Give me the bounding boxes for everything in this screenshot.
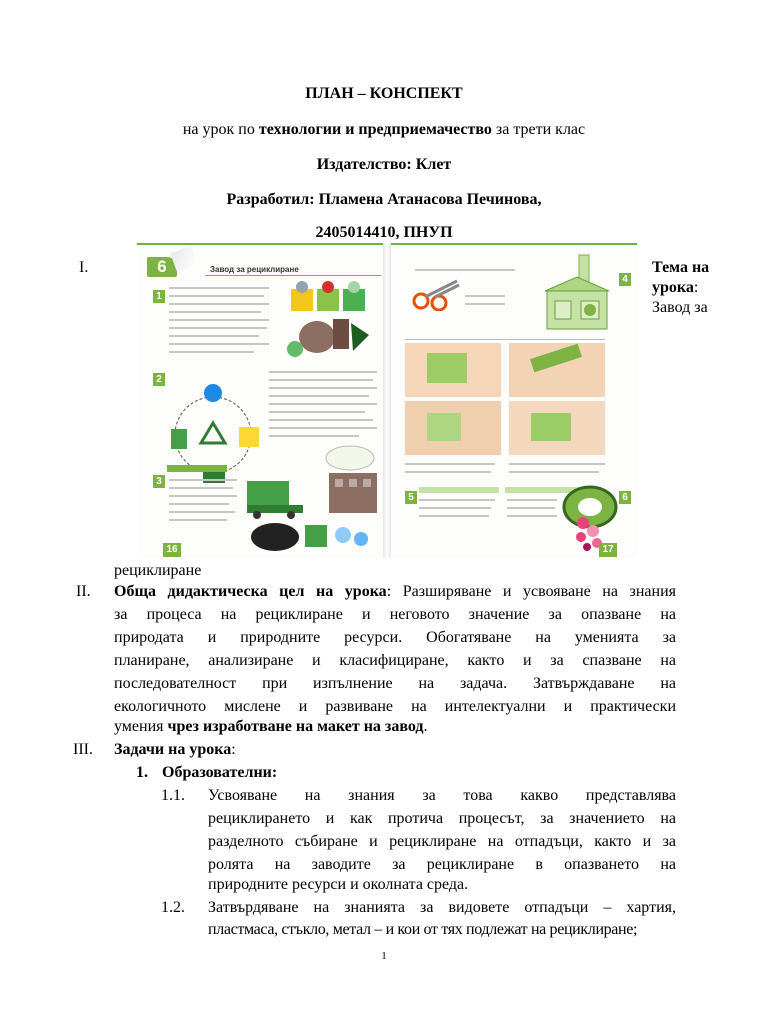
step-1-marker: 1 [153, 290, 165, 303]
scissors-icon [411, 277, 461, 311]
chapter-title: Завод за рециклиране [210, 265, 299, 274]
section-2-numeral: II. [76, 583, 91, 600]
item-1-1-number: 1.1. [161, 787, 185, 804]
item-1-1-line-3: ролята на заводите за рециклиране в опазването на [208, 856, 676, 873]
section-2-first-line [114, 582, 676, 602]
step-4-marker: 4 [619, 273, 631, 286]
publisher-line: Издателство: Клет [316, 156, 452, 173]
section-2-line-0: : Разширяване и усвояване на знания [386, 583, 676, 600]
item-1-1-line-2: разделното събиране и рециклиране на отпадъци, както и за [208, 833, 676, 850]
section-2-line-4: последователност при изпълнение на задача. Затвърждаване на [114, 675, 676, 692]
section-2-last-bold: чрез изработване на макет на завод [167, 718, 424, 735]
step-2-marker: 2 [153, 373, 165, 386]
factory-model-illustration [541, 251, 613, 335]
subtitle-pre: на урок по [182, 121, 259, 138]
step-6-marker: 6 [619, 491, 631, 504]
step-3-marker: 3 [153, 475, 165, 488]
topic-label-part2: урока [652, 279, 694, 296]
section-2-label: Обща дидактическа цел на урока [114, 583, 387, 600]
book-gutter [383, 243, 391, 558]
textbook-spread-image [137, 243, 637, 558]
document-subtitle [0, 120, 768, 140]
section-2-line-3: планиране, анализиране и класифициране, както и за спазване на [114, 652, 676, 669]
step-5-marker: 5 [405, 491, 417, 504]
section-2-line-2: природата и природните ресурси. Обогатяване на уменията за [114, 629, 676, 646]
section-2-line-1: за процеса на рециклиране и неговото значение за опазване на [114, 606, 676, 623]
chapter-number-badge: 6 [147, 257, 177, 277]
subtitle-post: за трети клас [491, 121, 586, 138]
section-2-last-line [114, 717, 428, 737]
section-3-heading [114, 740, 236, 760]
section-1-numeral: I. [79, 259, 89, 276]
document-title: ПЛАН – КОНСПЕКТ [305, 85, 463, 102]
textbook-left-page [137, 243, 383, 558]
topic-value-part1: Завод за [652, 299, 708, 316]
step-3-heading-strip [167, 465, 227, 472]
left-page-number: 16 [163, 543, 181, 557]
section-2-last-post: . [423, 718, 428, 735]
subject-name: технологии и предприемачество [258, 121, 492, 138]
section-3-label: Задачи на урока [114, 741, 232, 758]
subsection-1-label: Образователни: [162, 764, 278, 781]
item-1-2-number: 1.2. [161, 899, 185, 916]
section-2-line-5: екологичното мислене и развиване на интелектуални и практически [114, 698, 676, 715]
section-3-numeral: III. [73, 741, 93, 758]
topic-value-part2: рециклиране [114, 562, 202, 579]
topic-label-colon: : [693, 279, 699, 296]
item-1-1-line-1: рециклирането и как протича процесът, за значението на [208, 810, 676, 827]
author-line: Разработил: Пламена Атанасова Печинова, [226, 191, 542, 208]
page-number: 1 [381, 950, 387, 962]
item-1-2-line-0: Затвърдяване на знанията за видовете отпадъци – хартия, [208, 899, 676, 916]
right-page-number: 17 [599, 543, 617, 557]
tire-flower-planter-illustration [559, 479, 621, 553]
recycling-bins-illustration [277, 279, 377, 363]
topic-label-part1: Тема на [652, 259, 710, 276]
section-2-last-pre: умения [114, 718, 168, 735]
recycling-plant-illustration [243, 467, 381, 553]
subsection-1-number: 1. [136, 764, 148, 781]
item-1-2-line-1: пластмаса, стъкло, метал – и кои от тях подлежат на рециклиране; [208, 921, 638, 938]
author-id-line: 2405014410, ПНУП [315, 224, 453, 241]
section-3-colon: : [231, 741, 236, 758]
item-1-1-line-0: Усвояване на знания за това какво представлява [208, 787, 676, 804]
textbook-right-page [391, 243, 637, 558]
topic-label-part2-wrapper [652, 278, 698, 298]
item-1-1-line-4: природните ресурси и околната среда. [208, 876, 469, 893]
